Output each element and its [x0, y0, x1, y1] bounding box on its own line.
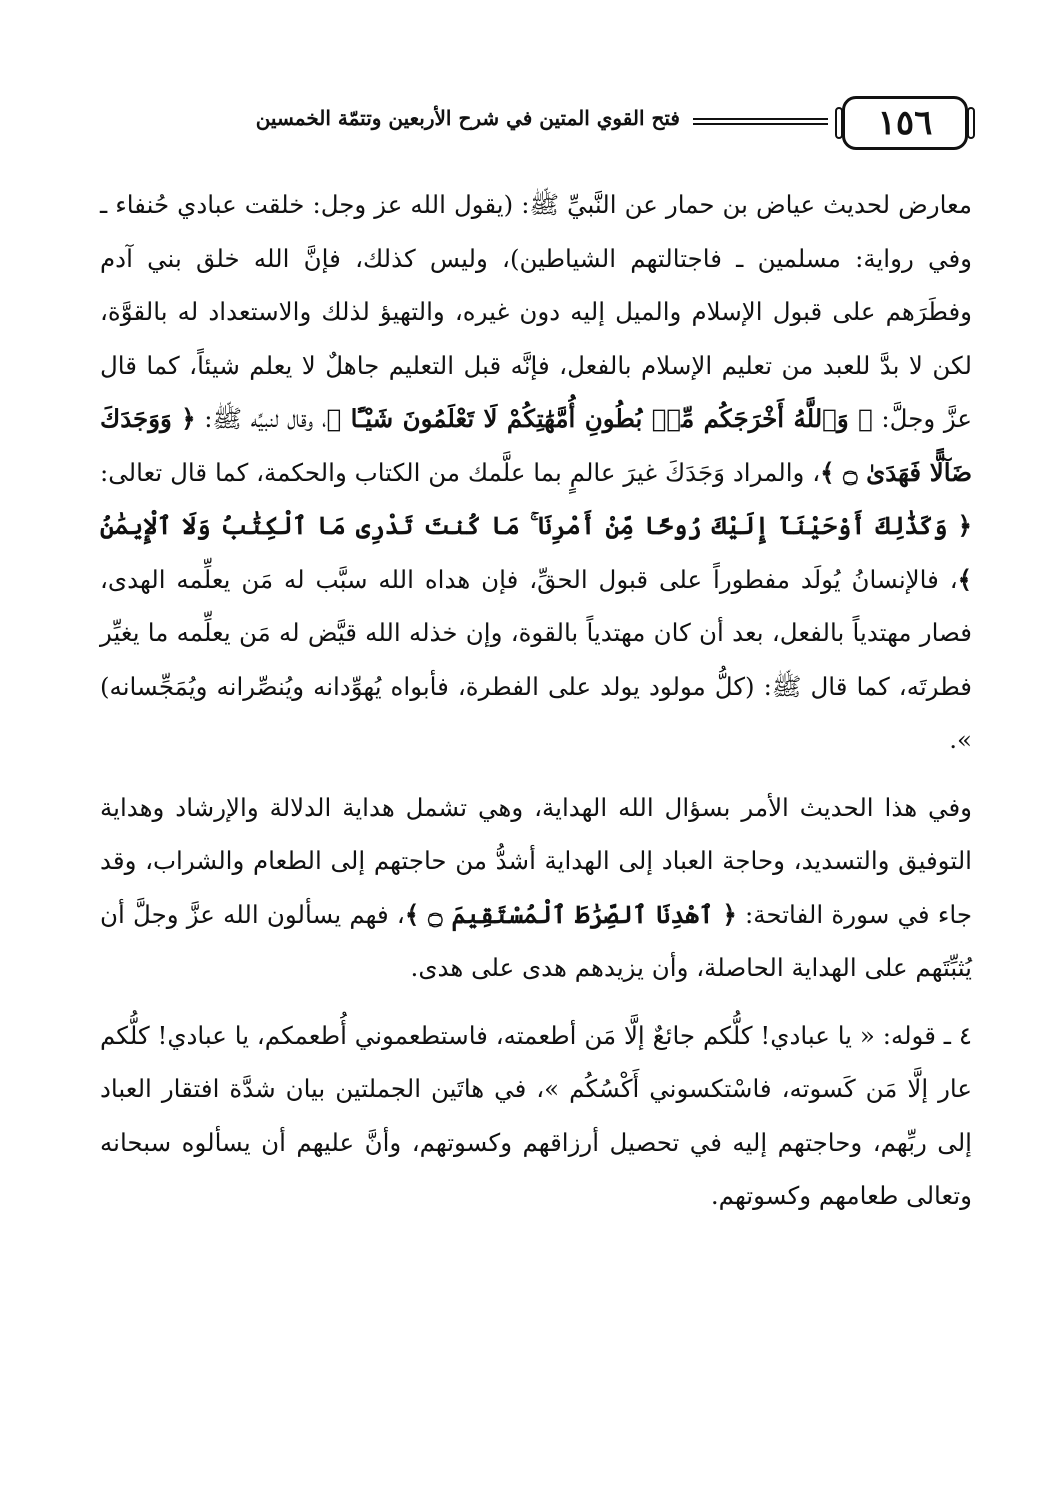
text-segment: ، والمراد وَجَدَكَ غيرَ عالمٍ بما علَّمك من الكتاب والحكمة، كما قال تعالى: [100, 457, 821, 487]
page-body [100, 178, 972, 1223]
book-title: فتح القوي المتين في شرح الأربعين وتتمّة الخمسين [255, 106, 680, 130]
text-segment: ٤ ـ قوله: « يا عبادي! كلُّكم جائعٌ إلَّا مَن أطعمته، فاستطعموني أُطعمكم، يا عبادي! كلُّكم عار إلَّا مَن كَسوته، فاسْتكسوني أَكْسُكُم »، في هاتَين الجملتين بيان شدَّة افتقار العباد إلى ربِّهم، وحاجتهم إليه في تحصيل أرزاقهم وكسوتهم، وأنَّ عليهم أن يسألوه سبحانه وتعالى طعامهم وكسوتهم. [100, 1020, 972, 1210]
text-segment: ، فالإنسانُ يُولَد مفطوراً على قبول الحقِّ، فإن هداه الله سبَّب له مَن يعلِّمه الهدى، فصار مهتدياً بالفعل، بعد أن كان مهتدياً بالقوة، وإن خذله الله قيَّض له مَن يعلِّمه ما يغيِّر فطرتَه، كما قال ﷺ: (كلُّ مولود يولد على الفطرة، فأبواه يُهوِّدانه ويُنصِّرانه ويُمَجِّسانه) ». [100, 564, 972, 754]
paragraph-3 [100, 1009, 972, 1223]
paragraph-1 [100, 178, 972, 767]
text-segment: وفي هذا الحديث الأمر بسؤال الله الهداية، وهي تشمل هداية الدلالة والإرشاد وهداية التوفيق والتسديد، وحاجة العباد إلى الهداية أشدُّ من حاجتهم إلى الطعام والشراب، وقد جاء في سورة الفاتحة: [100, 792, 972, 929]
page-number: ١٥٦ [877, 103, 933, 143]
text-segment: ، فهم يسألون الله عزَّ وجلَّ أن يُثبِّتَهم على الهداية الحاصلة، وأن يزيدهم هدى على هدى. [100, 899, 972, 982]
text-segment: ، وقال لنبيِّه ﷺ: [195, 404, 327, 433]
paragraph-2 [100, 781, 972, 995]
page-number-frame [842, 96, 968, 150]
quran-verse: ﴿ ٱهْدِنَا ٱلصِّرَٰطَ ٱلْمُسْتَقِيمَ ۝ ﴾ [404, 899, 737, 929]
quran-verse: ﴿ وَكَذَٰلِكَ أَوْحَيْنَآ إِلَيْكَ رُوحًا مِّنْ أَمْرِنَا ۚ مَا كُنتَ تَدْرِى مَا ٱلْكِتَٰبُ وَلَا ٱلْإِيمَٰنُ ﴾ [100, 511, 972, 594]
header-divider [693, 118, 828, 120]
quran-verse: ﴿ وَٱللَّهُ أَخْرَجَكُم مِّنۢ بُطُونِ أُمَّهَٰتِكُمْ لَا تَعْلَمُونَ شَيْـًٔا ﴾ [326, 404, 873, 433]
page-header [100, 96, 968, 158]
quran-verse: ﴿ وَوَجَدَكَ ضَآلًّا فَهَدَىٰ ۝ ﴾ [100, 404, 972, 487]
text-segment: معارض لحديث عياض بن حمار عن النَّبيِّ ﷺ: (يقول الله عز وجل: خلقت عبادي حُنفاء ـ وفي رواية: مسلمين ـ فاجتالتهم الشياطين)، وليس كذلك، فإنَّ الله خلق بني آدم وفطَرَهم على قبول الإسلام والميل إليه دون غيره، والتهيؤ لذلك والاستعداد له بالقوَّة، لكن لا بدَّ للعبد من تعليم الإسلام بالفعل، فإنَّه قبل التعليم جاهلٌ لا يعلم شيئاً، كما قال عزَّ وجلَّ: [100, 190, 972, 433]
